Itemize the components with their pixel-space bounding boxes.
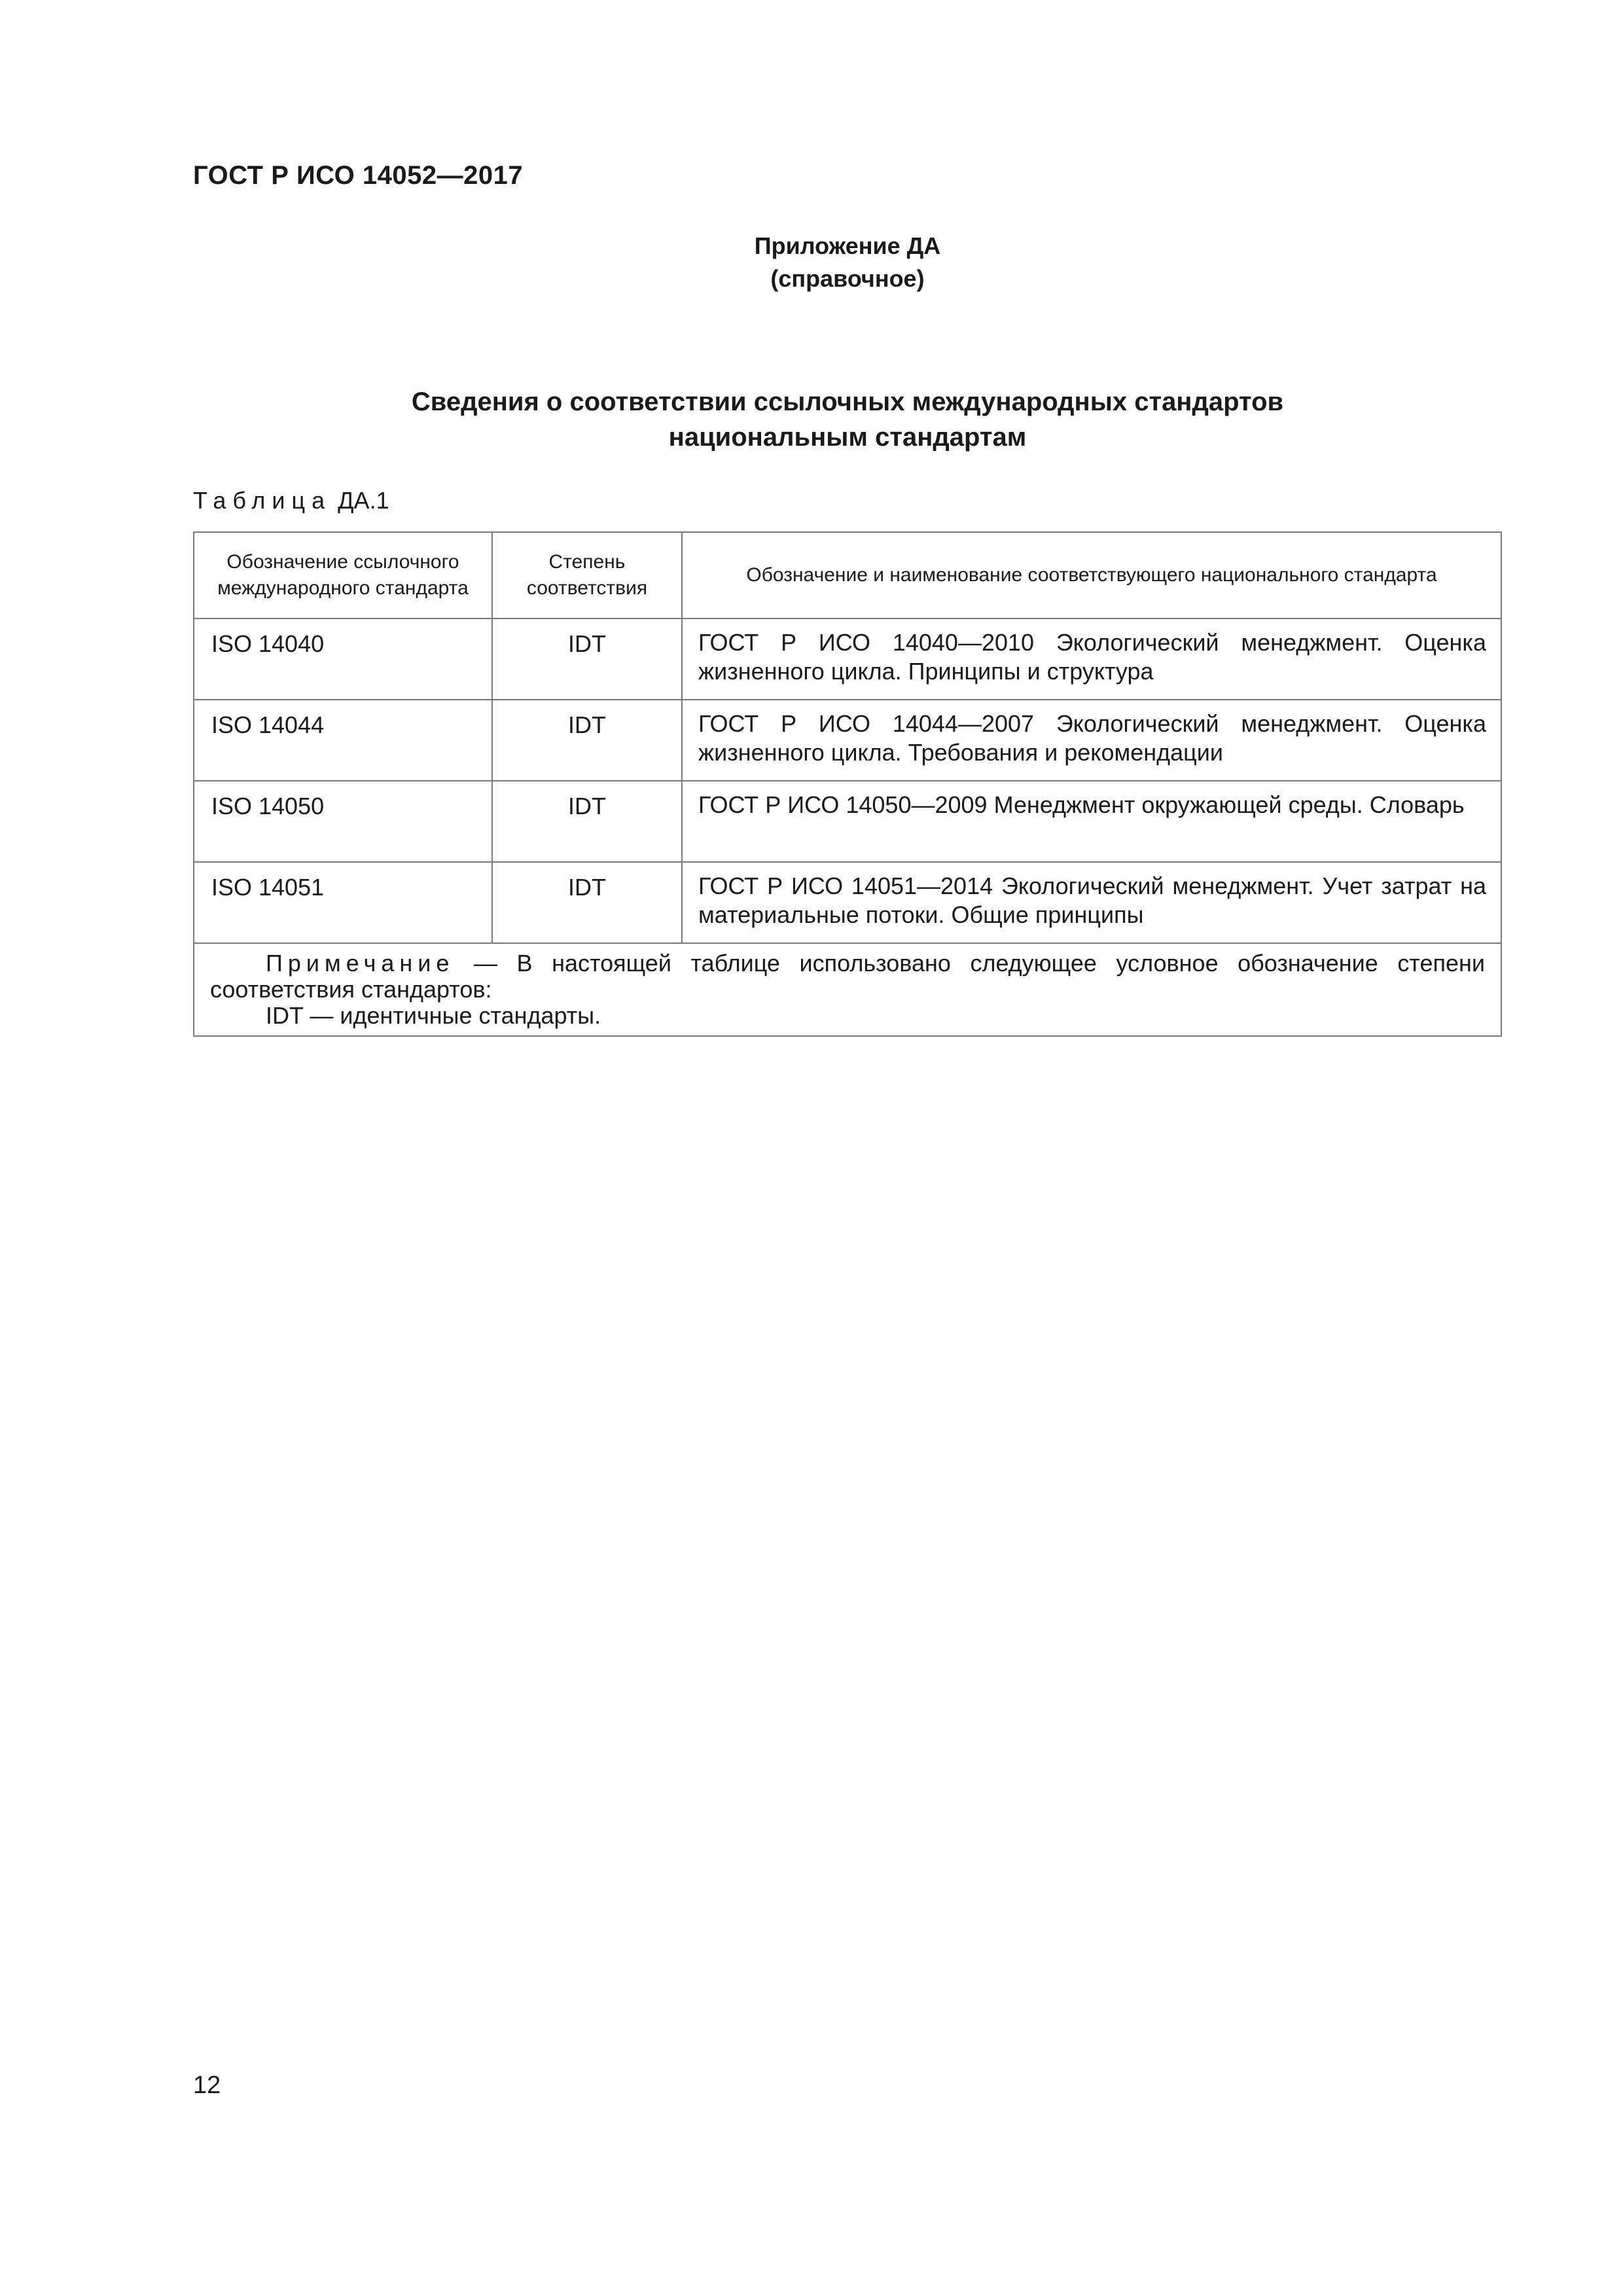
table-header-row [194,532,1501,619]
degree-cell: IDT [492,862,682,943]
ref-standard-cell: ISO 14051 [194,862,492,943]
appendix-title: Приложение ДА [754,232,941,259]
column-header-ref: Обозначение ссылочного международного стандарта [194,532,492,619]
ref-standard-cell: ISO 14040 [194,619,492,700]
table-note [194,943,1501,1036]
table-row [194,700,1501,781]
degree-cell: IDT [492,619,682,700]
table-caption-label: Таблица [193,487,332,514]
national-standard-cell: ГОСТ Р ИСО 14040—2010 Экологический менеджмент. Оценка жизненного цикла. Принципы и структура [682,619,1501,700]
table-caption-number: ДА.1 [338,487,389,514]
document-code: ГОСТ Р ИСО 14052—2017 [193,161,524,190]
column-header-degree: Степень соответствия [492,532,682,619]
appendix-type: (справочное) [770,265,925,292]
note-text: — В настоящей таблице использовано следующее условное обозначение степени соответствия стандартов: [210,950,1485,1003]
page-number: 12 [193,2072,221,2099]
table-row [194,619,1501,700]
table-row [194,862,1501,943]
national-standard-cell: ГОСТ Р ИСО 14044—2007 Экологический менеджмент. Оценка жизненного цикла. Требования и рекомендации [682,700,1501,781]
section-title-line-2: национальным стандартам [668,423,1027,452]
section-title-line-1: Сведения о соответствии ссылочных международных стандартов [411,387,1284,416]
degree-cell: IDT [492,700,682,781]
degree-cell: IDT [492,781,682,862]
table-note-row [194,943,1501,1036]
national-standard-cell: ГОСТ Р ИСО 14051—2014 Экологический менеджмент. Учет затрат на материальные потоки. Общие принципы [682,862,1501,943]
national-standard-cell: ГОСТ Р ИСО 14050—2009 Менеджмент окружающей среды. Словарь [682,781,1501,862]
ref-standard-cell: ISO 14044 [194,700,492,781]
standards-correspondence-table [193,531,1502,1037]
table-caption [193,487,389,514]
note-label: Примечание [266,950,455,977]
ref-standard-cell: ISO 14050 [194,781,492,862]
note-label-wrap [210,950,454,977]
column-header-national: Обозначение и наименование соответствующего национального стандарта [682,532,1501,619]
note-legend: IDT — идентичные стандарты. [266,1002,601,1029]
table-row [194,781,1501,862]
